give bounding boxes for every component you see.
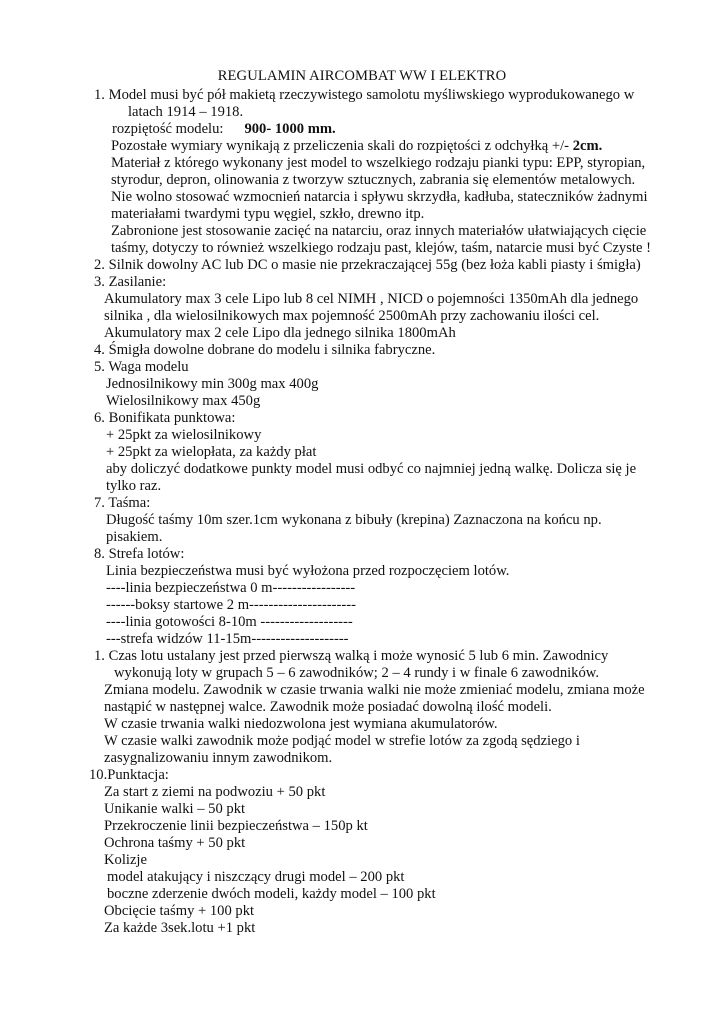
rule-5-line: Jednosilnikowy min 300g max 400g: [106, 376, 319, 392]
rule-1-line: Zabronione jest stosowanie zacięć na natarciu, oraz innych materiałów ułatwiających cięcie: [111, 223, 647, 239]
rule-1-line: Nie wolno stosować wzmocnień natarcia i spływu skrzydła, kadłuba, stateczników żadnymi: [111, 189, 648, 205]
rule-1-line: styrodur, depron, olinowania z tworzyw sztucznych, zabrania się elementów metalowych.: [111, 172, 636, 188]
rule-8-heading: 8. Strefa lotów:: [94, 546, 185, 562]
rule-9-line: wykonują loty w grupach 5 – 6 zawodników; 2 – 4 rundy i w finale 6 zawodników.: [114, 665, 600, 681]
rule-7-line: pisakiem.: [106, 529, 163, 545]
rule-3-heading: 3. Zasilanie:: [94, 274, 167, 290]
score-line: Ochrona taśmy + 50 pkt: [104, 835, 246, 851]
span-value: 900- 1000 mm.: [244, 121, 336, 137]
rule-1-line: Materiał z którego wykonany jest model to wszelkiego rodzaju pianki typu: EPP, styropian,: [111, 155, 646, 171]
rule-3-line: silnika , dla wielosilnikowych max pojemność 2500mAh przy zachowaniu ilości cel.: [104, 308, 600, 324]
rule-6-line: aby doliczyć dodatkowe punkty model musi odbyć co najmniej jedną walkę. Dolicza się je: [106, 461, 637, 477]
score-line: model atakujący i niszczący drugi model – 200 pkt: [107, 869, 405, 885]
rule-1-line: materiałami twardymi typu węgiel, szkło, drewno itp.: [111, 206, 425, 222]
rule-9-line: zasygnalizowaniu innym zawodnikom.: [104, 750, 333, 766]
score-line: boczne zderzenie dwóch modeli, każdy model – 100 pkt: [107, 886, 436, 902]
rule-5-heading: 5. Waga modelu: [94, 359, 189, 375]
rule-8-line: Linia bezpieczeństwa musi być wyłożona przed rozpoczęciem lotów.: [106, 563, 510, 579]
zone-line: ----linia bezpieczeństwa 0 m-----------------: [106, 580, 356, 596]
zone-line: ---strefa widzów 11-15m--------------------: [106, 631, 349, 647]
rule-6-line: tylko raz.: [106, 478, 162, 494]
rule-7-heading: 7. Taśma:: [94, 495, 151, 511]
rule-1-line: 1. Model musi być pół makietą rzeczywistego samolotu myśliwskiego wyprodukowanego w: [94, 87, 635, 103]
rule-7-line: Długość taśmy 10m szer.1cm wykonana z bibuły (krepina) Zaznaczona na końcu np.: [106, 512, 602, 528]
tolerance-text: Pozostałe wymiary wynikają z przeliczenia skali do rozpiętości z odchyłką +/-: [111, 138, 573, 154]
rule-9-line: W czasie trwania walki niedozwolona jest wymiana akumulatorów.: [104, 716, 498, 732]
rule-1-tolerance: [111, 138, 602, 155]
rule-2-line: 2. Silnik dowolny AC lub DC o masie nie przekraczającej 55g (bez łoża kabli piasty i śmigła): [94, 257, 641, 273]
tolerance-value: 2cm.: [572, 138, 603, 154]
score-line: Obcięcie taśmy + 100 pkt: [104, 903, 255, 919]
zone-line: ----linia gotowości 8-10m -------------------: [106, 614, 353, 630]
rule-9-line: W czasie walki zawodnik może podjąć model w strefie lotów za zgodą sędziego i: [104, 733, 580, 749]
rule-1-line: latach 1914 – 1918.: [128, 104, 244, 120]
rule-5-line: Wielosilnikowy max 450g: [106, 393, 261, 409]
rule-6-line: + 25pkt za wielopłata, za każdy płat: [106, 444, 317, 460]
score-line: Kolizje: [104, 852, 147, 868]
rule-10-heading: 10.Punktacja:: [89, 767, 169, 783]
rule-6-line: + 25pkt za wielosilnikowy: [106, 427, 262, 443]
rule-1-line: taśmy, dotyczy to również wszelkiego rodzaju past, klejów, taśm, natarcie musi być Czyste !: [111, 240, 651, 256]
zone-line: ------boksy startowe 2 m----------------------: [106, 597, 356, 613]
score-line: Przekroczenie linii bezpieczeństwa – 150p kt: [104, 818, 368, 834]
span-label: rozpiętość modelu:: [112, 121, 224, 137]
rule-1-span: [112, 121, 336, 138]
score-line: Za start z ziemi na podwoziu + 50 pkt: [104, 784, 326, 800]
rule-3-line: Akumulatory max 2 cele Lipo dla jednego silnika 1800mAh: [104, 325, 456, 341]
score-line: Unikanie walki – 50 pkt: [104, 801, 246, 817]
rule-9-line: 1. Czas lotu ustalany jest przed pierwszą walką i może wynosić 5 lub 6 min. Zawodnicy: [94, 648, 609, 664]
rule-9-line: nastąpić w następnej walce. Zawodnik może posiadać dowolną ilość modeli.: [104, 699, 552, 715]
rule-9-line: Zmiana modelu. Zawodnik w czasie trwania walki nie może zmieniać modelu, zmiana może: [104, 682, 645, 698]
score-line: Za każde 3sek.lotu +1 pkt: [104, 920, 256, 936]
rule-4-line: 4. Śmigła dowolne dobrane do modelu i silnika fabryczne.: [94, 342, 436, 358]
rule-3-line: Akumulatory max 3 cele Lipo lub 8 cel NIMH , NICD o pojemności 1350mAh dla jednego: [104, 291, 639, 307]
document-title: REGULAMIN AIRCOMBAT WW I ELEKTRO: [217, 68, 507, 84]
rule-6-heading: 6. Bonifikata punktowa:: [94, 410, 236, 426]
